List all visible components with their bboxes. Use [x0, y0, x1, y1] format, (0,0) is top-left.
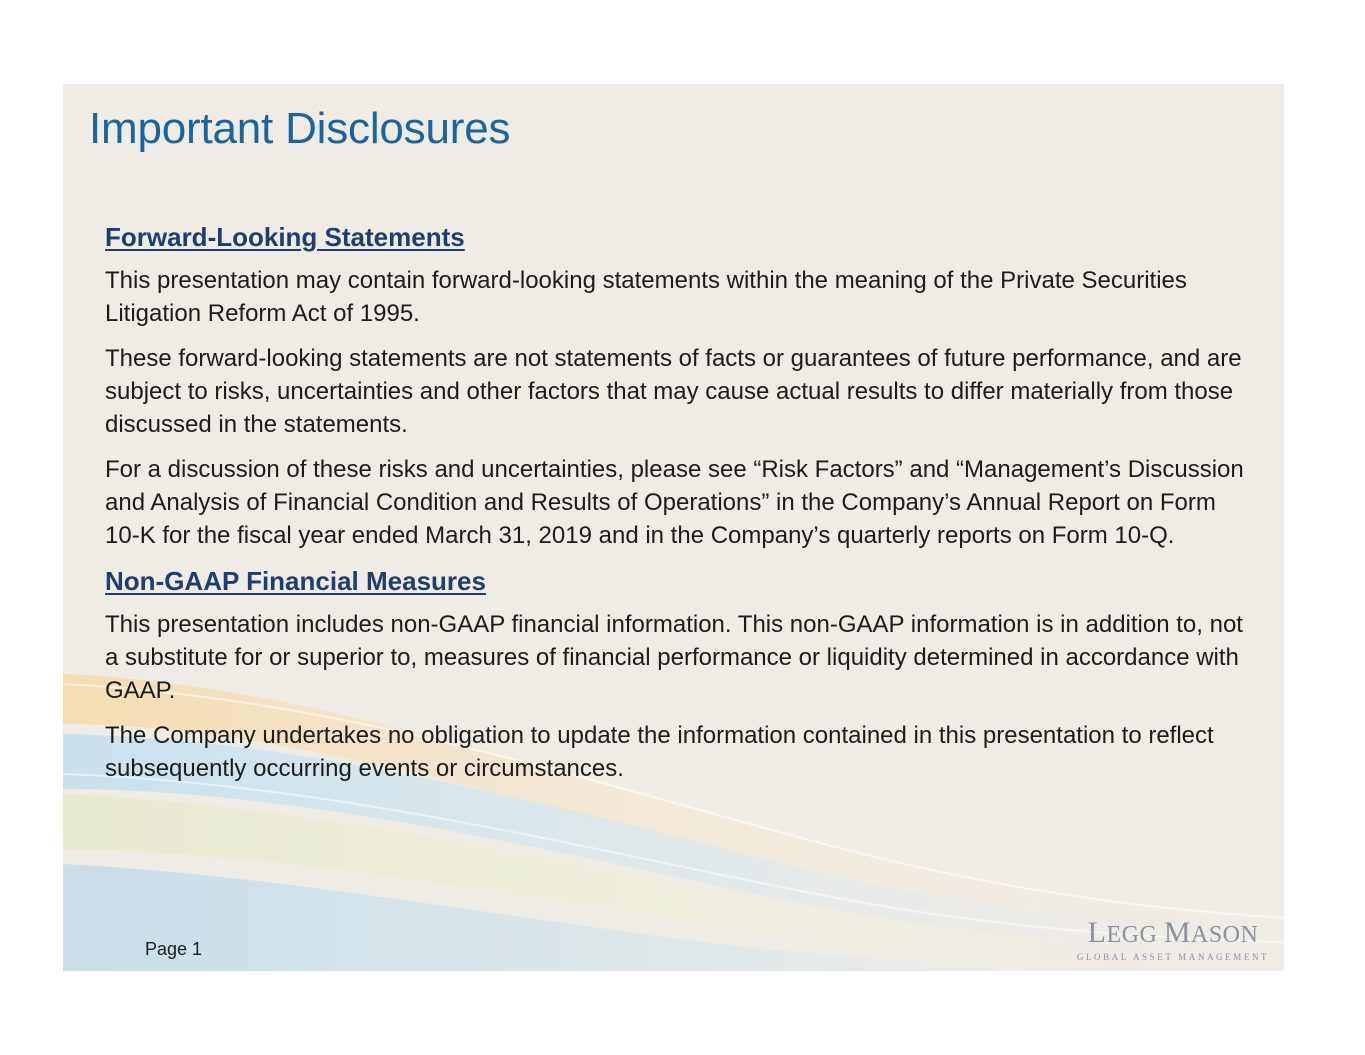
paragraph: The Company undertakes no obligation to update the information contained in this presentation to reflect subsequently occurring events or circumstances.: [105, 722, 1214, 782]
paragraph: These forward-looking statements are not statements of facts or guarantees of future performance, and are subject to risks, uncertainties and other factors that may cause actual results to differ materially from those discussed in the statements.: [105, 345, 1242, 438]
logo-wordmark: LEGG MASON: [1087, 916, 1259, 949]
paragraph: This presentation may contain forward-looking statements within the meaning of the Private Securities Litigation Reform Act of 1995.: [105, 267, 1187, 327]
section-heading-non-gaap: Non-GAAP Financial Measures: [105, 566, 486, 596]
logo-tagline: GLOBAL ASSET MANAGEMENT: [1076, 952, 1270, 962]
paragraph: For a discussion of these risks and uncertainties, please see “Risk Factors” and “Management’s Discussion and Analysis of Financial Condition and Results of Operations” in the Company’s Annual Report on Form 10-K for the fiscal year ended March 31, 2019 and in the Company’s quarterly reports on Form 10-Q.: [105, 456, 1244, 549]
page-title: Important Disclosures: [89, 104, 511, 153]
page-number: Page 1: [145, 939, 203, 959]
legg-mason-logo: [1073, 916, 1273, 962]
section-heading-forward-looking: Forward-Looking Statements: [105, 222, 465, 252]
paragraph: This presentation includes non-GAAP financial information. This non-GAAP information is in addition to, not a substitute for or superior to, measures of financial performance or liquidity determined in accordance with GAAP.: [105, 611, 1243, 704]
slide: [63, 84, 1284, 971]
disclosure-content: [105, 220, 1255, 797]
